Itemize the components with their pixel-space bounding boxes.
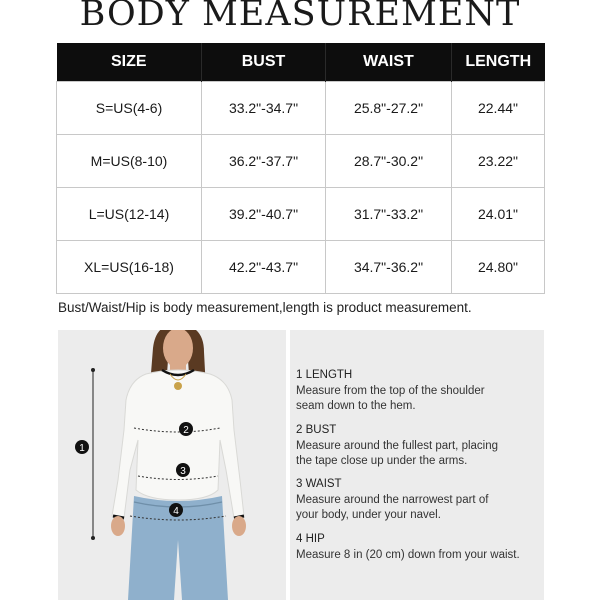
necklace-pendant — [174, 382, 182, 390]
model-illustration — [58, 330, 286, 600]
marker-3 — [176, 463, 190, 477]
header-size: SIZE — [57, 43, 202, 82]
svg-text:1: 1 — [79, 443, 85, 454]
guide-bust-desc-1: Measure around the fullest part, placing — [296, 440, 499, 452]
marker-1 — [75, 440, 89, 454]
page-title: BODY MEASUREMENT — [79, 0, 521, 34]
cell-size: M=US(8-10) — [57, 135, 202, 188]
cell-waist: 31.7"-33.2" — [326, 188, 452, 241]
model-photo — [58, 330, 286, 600]
guide-waist — [296, 477, 542, 522]
length-line-top — [91, 368, 95, 372]
cell-length: 24.01" — [452, 188, 545, 241]
guide-bust-title: 2 BUST — [296, 424, 337, 436]
measurement-note: Bust/Waist/Hip is body measurement,length is product measurement. — [58, 300, 472, 315]
table-row — [57, 188, 545, 241]
table-row — [57, 241, 545, 294]
svg-text:3: 3 — [180, 466, 186, 477]
guide-length-title: 1 LENGTH — [296, 369, 353, 381]
marker-2 — [179, 422, 193, 436]
cell-waist: 25.8"-27.2" — [326, 82, 452, 135]
cell-waist: 34.7"-36.2" — [326, 241, 452, 294]
header-bust: BUST — [202, 43, 326, 82]
length-line-bottom — [91, 536, 95, 540]
cell-bust: 36.2"-37.7" — [202, 135, 326, 188]
guide-waist-desc-1: Measure around the narrowest part of — [296, 494, 489, 506]
header-length: LENGTH — [452, 43, 545, 82]
cell-length: 23.22" — [452, 135, 545, 188]
measurement-guide — [290, 330, 544, 600]
size-chart-table — [56, 43, 545, 294]
table-row — [57, 135, 545, 188]
guide-waist-title: 3 WAIST — [296, 478, 342, 490]
svg-text:2: 2 — [183, 425, 189, 436]
cell-bust: 33.2"-34.7" — [202, 82, 326, 135]
table-row — [57, 82, 545, 135]
svg-text:4: 4 — [173, 506, 179, 517]
cell-length: 24.80" — [452, 241, 545, 294]
cell-bust: 39.2"-40.7" — [202, 188, 326, 241]
guide-bust-desc-2: the tape close up under the arms. — [296, 454, 468, 467]
cell-length: 22.44" — [452, 82, 545, 135]
cell-size: XL=US(16-18) — [57, 241, 202, 294]
guide-bust — [296, 423, 542, 468]
cell-size: L=US(12-14) — [57, 188, 202, 241]
top-garment — [112, 370, 244, 518]
cell-bust: 42.2"-43.7" — [202, 241, 326, 294]
hand-right — [232, 516, 246, 536]
guide-waist-desc-2: your body, under your navel. — [296, 508, 441, 521]
guide-length-desc-1: Measure from the top of the shoulder — [296, 385, 485, 397]
header-waist: WAIST — [326, 43, 452, 82]
guide-length-desc-2: seam down to the hem. — [296, 399, 416, 412]
hand-left — [111, 516, 125, 536]
cell-size: S=US(4-6) — [57, 82, 202, 135]
guide-hip-desc-1: Measure 8 in (20 cm) down from your waist. — [296, 549, 520, 561]
guide-hip — [296, 532, 542, 563]
table-header-row — [57, 43, 545, 82]
guide-hip-title: 4 HIP — [296, 533, 325, 545]
cell-waist: 28.7"-30.2" — [326, 135, 452, 188]
guide-length — [296, 368, 542, 413]
marker-4 — [169, 503, 183, 517]
